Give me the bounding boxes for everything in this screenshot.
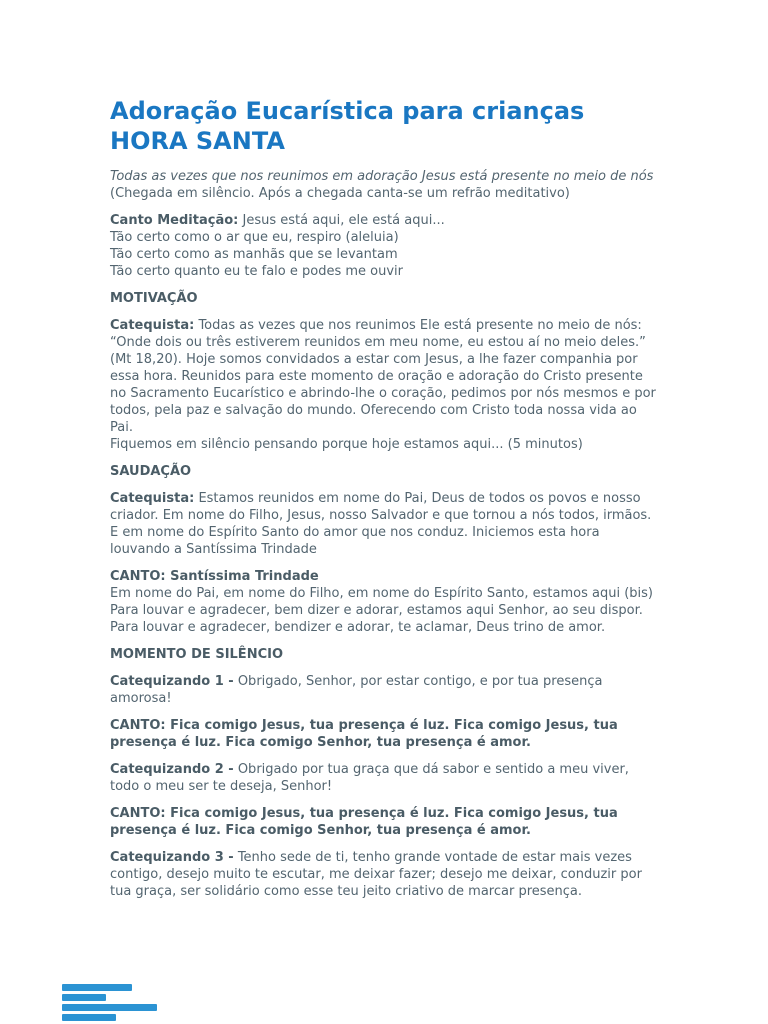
saudacao-paragraph [110, 490, 660, 558]
placeholder-bar [62, 994, 106, 1001]
motivacao-paragraph [110, 317, 660, 453]
catequista-label: Catequista: [110, 491, 195, 506]
section-heading-motivacao: MOTIVAÇÃO [110, 291, 198, 306]
document-title [110, 96, 660, 156]
canto-fica-comigo-2: CANTO: Fica comigo Jesus, tua presença é luz. Fica comigo Jesus, tua presença é luz. Fica comigo Senhor, tua presença é amor. [110, 806, 618, 838]
canto-meditacao-label: Canto Meditação: [110, 213, 239, 228]
title-line-1: Adoração Eucarística para crianças [110, 97, 585, 125]
canto-meditacao-opening: Jesus está aqui, ele está aqui... [242, 213, 445, 228]
catequizando-3-paragraph [110, 849, 660, 900]
catequizando-2-paragraph [110, 761, 660, 795]
section-heading-momento-silencio: MOMENTO DE SILÊNCIO [110, 647, 283, 662]
canto-meditacao-line: Tão certo como o ar que eu, respiro (aleluia) [110, 230, 399, 245]
section-heading-saudacao: SAUDAÇÃO [110, 464, 192, 479]
intro-quote: Todas as vezes que nos reunimos em adoração Jesus está presente no meio de nós [110, 169, 654, 184]
placeholder-bar [62, 1004, 157, 1011]
canto-trindade-title: CANTO: Santíssima Trindade [110, 569, 319, 584]
title-line-2: HORA SANTA [110, 127, 285, 155]
catequizando-3-label: Catequizando 3 - [110, 850, 234, 865]
canto-meditacao-stanza [110, 212, 660, 280]
motivacao-silence-line: Fiquemos em silêncio pensando porque hoje estamos aqui... (5 minutos) [110, 437, 583, 452]
catequizando-2-label: Catequizando 2 - [110, 762, 234, 777]
catequizando-1-paragraph [110, 673, 660, 707]
canto-trindade-stanza [110, 568, 660, 636]
catequizando-3-text: Tenho sede de ti, tenho grande vontade de estar mais vezes contigo, desejo muito te escutar, me deixar fazer; desejo me deixar, conduzir por tua graça, ser solidário como esse teu jeito criativo de marcar presença. [110, 850, 642, 899]
document-page [110, 96, 660, 910]
canto-meditacao-line: Tão certo como as manhãs que se levantam [110, 247, 398, 262]
footer-placeholder-bars [62, 984, 157, 1024]
intro-paragraph [110, 168, 660, 202]
saudacao-body: Estamos reunidos em nome do Pai, Deus de todos os povos e nosso criador. Em nome do Filho, Jesus, nosso Salvador e que tornou a nós todos, irmãos. E em nome do Espírito Santo do amor que nos conduz. Iniciemos esta hora louvando a Santíssima Trindade [110, 491, 652, 557]
placeholder-bar [62, 984, 132, 991]
canto-fica-comigo-1: CANTO: Fica comigo Jesus, tua presença é luz. Fica comigo Jesus, tua presença é luz. Fica comigo Senhor, tua presença é amor. [110, 718, 618, 750]
catequizando-1-text: Obrigado, Senhor, por estar contigo, e por tua presença amorosa! [110, 674, 603, 706]
motivacao-body: Todas as vezes que nos reunimos Ele está presente no meio de nós: “Onde dois ou três estiverem reunidos em meu nome, eu estou aí no meio deles.” (Mt 18,20). Hoje somos convidados a estar com Jesus, a lhe fazer companhia por essa hora. Reunidos para este momento de oração e adoração do Cristo presente no Sacramento Eucarístico e abrindo-lhe o coração, pedimos por nós mesmos e por todos, pela paz e salvação do mundo. Oferecendo com Cristo toda nossa vida ao Pai. [110, 318, 656, 435]
arrival-note: (Chegada em silêncio. Após a chegada canta-se um refrão meditativo) [110, 186, 570, 201]
catequista-label: Catequista: [110, 318, 195, 333]
placeholder-bar [62, 1014, 116, 1021]
canto-meditacao-line: Tão certo quanto eu te falo e podes me ouvir [110, 264, 403, 279]
catequizando-2-text: Obrigado por tua graça que dá sabor e sentido a meu viver, todo o meu ser te deseja, Senhor! [110, 762, 629, 794]
catequizando-1-label: Catequizando 1 - [110, 674, 234, 689]
canto-trindade-line: Em nome do Pai, em nome do Filho, em nome do Espírito Santo, estamos aqui (bis) [110, 586, 653, 601]
canto-trindade-line: Para louvar e agradecer, bem dizer e adorar, estamos aqui Senhor, ao seu dispor. Para louvar e agradecer, bendizer e adorar, te aclamar, Deus trino de amor. [110, 603, 643, 635]
